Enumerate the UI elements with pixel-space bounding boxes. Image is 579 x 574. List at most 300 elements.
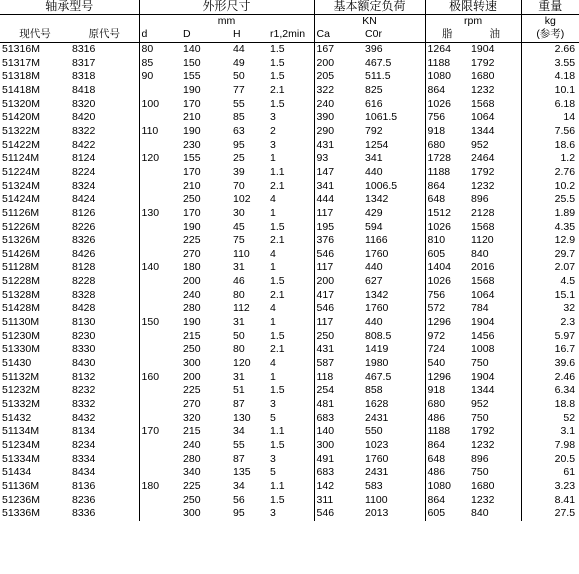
cell-C0r: 550 xyxy=(363,425,425,439)
cell-D: 190 xyxy=(183,124,201,137)
cell-weight: 25.5 xyxy=(554,193,576,206)
cell-grease: 864 xyxy=(427,439,446,451)
cell-weight: 39.6 xyxy=(554,357,576,370)
cell-r: 1.5 xyxy=(268,494,314,508)
cell-D: 180 xyxy=(183,261,201,274)
cell-current-code: 51326M xyxy=(2,234,40,247)
table-row xyxy=(0,275,579,289)
cell-old-code: 8136 xyxy=(70,480,139,494)
cell-H: 31 xyxy=(233,370,245,383)
cell-r: 3 xyxy=(268,139,314,153)
table-row xyxy=(0,98,579,112)
cell-C0r: 808.5 xyxy=(363,330,425,344)
cell-Ca: 683 xyxy=(316,411,335,424)
cell-old-code: 8330 xyxy=(70,343,139,357)
cell-r: 4 xyxy=(268,302,314,316)
cell-current-code: 51132M xyxy=(2,370,40,383)
cell-C0r: 1254 xyxy=(363,139,425,153)
cell-C0r: 1061.5 xyxy=(363,111,425,125)
cell-C0r: 1342 xyxy=(363,289,425,303)
header-dimensions: 外形尺寸 xyxy=(139,0,314,14)
cell-current-code: 51426M xyxy=(2,247,40,260)
cell-D: 210 xyxy=(183,111,201,124)
cell-old-code: 8132 xyxy=(70,371,139,385)
cell-d xyxy=(139,398,181,412)
cell-D: 240 xyxy=(183,439,201,451)
table-row xyxy=(0,125,579,139)
cell-Ca: 444 xyxy=(316,193,335,206)
cell-H: 85 xyxy=(233,111,245,124)
cell-Ca: 587 xyxy=(316,357,335,370)
cell-old-code: 8432 xyxy=(70,412,139,426)
col-oil: 油 xyxy=(469,28,521,42)
cell-H: 34 xyxy=(233,479,245,492)
cell-r: 3 xyxy=(268,398,314,412)
col-C0r: C0r xyxy=(363,28,425,42)
cell-weight: 2.66 xyxy=(554,42,576,55)
cell-current-code: 51226M xyxy=(2,220,40,233)
cell-oil: 2464 xyxy=(469,152,521,166)
cell-d xyxy=(139,166,181,180)
cell-oil: 1064 xyxy=(469,289,521,303)
cell-D: 190 xyxy=(183,83,201,96)
cell-Ca: 118 xyxy=(316,370,334,383)
cell-D: 210 xyxy=(183,179,201,192)
cell-oil: 1008 xyxy=(469,343,521,357)
table-row xyxy=(0,248,579,262)
cell-r: 1.5 xyxy=(268,384,314,398)
cell-oil: 1904 xyxy=(469,42,521,56)
cell-grease: 486 xyxy=(427,466,446,479)
cell-d: 170 xyxy=(141,425,160,438)
cell-H: 75 xyxy=(233,234,245,247)
cell-old-code: 8236 xyxy=(70,494,139,508)
cell-D: 170 xyxy=(183,97,201,110)
cell-d: 180 xyxy=(141,479,160,492)
table-row xyxy=(0,221,579,235)
cell-weight: 7.98 xyxy=(554,439,576,451)
cell-weight: 12.9 xyxy=(554,234,576,247)
cell-oil: 1344 xyxy=(469,384,521,398)
cell-C0r: 396 xyxy=(363,42,425,56)
cell-current-code: 51422M xyxy=(2,138,40,151)
cell-D: 230 xyxy=(183,138,201,151)
cell-old-code: 8318 xyxy=(70,70,139,84)
cell-oil: 2016 xyxy=(469,261,521,275)
table-row xyxy=(0,234,579,248)
cell-oil: 1232 xyxy=(469,439,521,453)
table-row xyxy=(0,466,579,480)
cell-C0r: 1628 xyxy=(363,398,425,412)
cell-H: 77 xyxy=(233,83,245,96)
cell-Ca: 200 xyxy=(316,275,335,288)
cell-weight: 20.5 xyxy=(554,452,576,465)
cell-r: 1 xyxy=(268,371,314,385)
cell-oil: 840 xyxy=(469,507,521,521)
cell-weight: 3.23 xyxy=(554,479,576,492)
table-row xyxy=(0,343,579,357)
cell-Ca: 117 xyxy=(316,261,334,274)
cell-d xyxy=(139,466,181,480)
cell-oil: 750 xyxy=(469,466,521,480)
cell-current-code: 51332M xyxy=(2,398,40,411)
cell-d: 80 xyxy=(141,42,154,55)
cell-grease: 1404 xyxy=(427,261,451,274)
cell-current-code: 51316M xyxy=(2,42,40,55)
table-row xyxy=(0,330,579,344)
cell-grease: 1026 xyxy=(427,97,451,110)
cell-current-code: 51418M xyxy=(2,83,40,96)
table-row xyxy=(0,384,579,398)
cell-C0r: 583 xyxy=(363,480,425,494)
cell-H: 25 xyxy=(233,152,245,165)
cell-current-code: 51428M xyxy=(2,302,40,315)
cell-current-code: 51130M xyxy=(2,316,40,329)
table-row xyxy=(0,357,579,371)
cell-r: 1.5 xyxy=(268,330,314,344)
cell-grease: 486 xyxy=(427,411,446,424)
cell-grease: 972 xyxy=(427,329,446,342)
table-row xyxy=(0,261,579,275)
cell-H: 46 xyxy=(233,275,245,288)
cell-r: 1.5 xyxy=(268,275,314,289)
cell-r: 1.1 xyxy=(268,480,314,494)
cell-weight: 2.76 xyxy=(554,165,576,178)
cell-H: 31 xyxy=(233,316,245,329)
cell-weight: 10.2 xyxy=(554,179,576,192)
cell-D: 270 xyxy=(183,398,201,411)
header-bearing-model: 轴承型号 xyxy=(0,0,139,14)
cell-grease: 572 xyxy=(427,302,446,315)
cell-C0r: 2013 xyxy=(363,507,425,521)
cell-weight: 15.1 xyxy=(554,288,576,301)
cell-C0r: 627 xyxy=(363,275,425,289)
cell-current-code: 51320M xyxy=(2,97,40,110)
cell-d: 110 xyxy=(141,124,159,137)
table-row xyxy=(0,111,579,125)
cell-r: 1 xyxy=(268,152,314,166)
table-row xyxy=(0,371,579,385)
cell-r: 1.1 xyxy=(268,425,314,439)
cell-oil: 952 xyxy=(469,139,521,153)
cell-d xyxy=(139,139,181,153)
cell-current-code: 51236M xyxy=(2,493,40,506)
cell-grease: 1188 xyxy=(427,425,451,438)
cell-C0r: 467.5 xyxy=(363,57,425,71)
cell-weight: 5.97 xyxy=(554,329,576,342)
cell-D: 140 xyxy=(183,42,201,55)
cell-current-code: 51430 xyxy=(2,357,32,370)
cell-current-code: 51324M xyxy=(2,179,40,192)
cell-C0r: 825 xyxy=(363,84,425,98)
header-speed-limit: 极限转速 xyxy=(425,0,521,14)
cell-H: 45 xyxy=(233,220,245,233)
cell-current-code: 51224M xyxy=(2,165,40,178)
col-r: r1,2min xyxy=(268,28,314,42)
table-row xyxy=(0,84,579,98)
cell-current-code: 51234M xyxy=(2,439,40,451)
header-load-rating: 基本额定负荷 xyxy=(314,0,425,14)
table-row xyxy=(0,193,579,207)
cell-Ca: 431 xyxy=(316,138,335,151)
cell-old-code: 8420 xyxy=(70,111,139,125)
cell-r: 2.1 xyxy=(268,180,314,194)
cell-d xyxy=(139,180,181,194)
cell-r: 2 xyxy=(268,125,314,139)
table-row xyxy=(0,453,579,467)
col-D: D xyxy=(183,28,191,41)
cell-weight: 6.18 xyxy=(554,97,576,110)
unit-load-rating: KN xyxy=(314,14,425,28)
cell-r: 4 xyxy=(268,193,314,207)
cell-r: 2.1 xyxy=(268,343,314,357)
cell-H: 80 xyxy=(233,343,245,356)
cell-C0r: 440 xyxy=(363,261,425,275)
cell-current-code: 51136M xyxy=(2,479,40,492)
cell-weight: 7.56 xyxy=(554,124,576,137)
table-row xyxy=(0,139,579,153)
header-weight: 重量 xyxy=(538,0,563,13)
cell-weight: 1.89 xyxy=(554,206,576,219)
cell-oil: 952 xyxy=(469,398,521,412)
cell-H: 50 xyxy=(233,70,245,83)
cell-old-code: 8134 xyxy=(70,425,139,439)
cell-D: 250 xyxy=(183,493,201,506)
cell-d xyxy=(139,234,181,248)
cell-D: 155 xyxy=(183,152,201,165)
table-row xyxy=(0,412,579,426)
cell-old-code: 8224 xyxy=(70,166,139,180)
cell-D: 280 xyxy=(183,302,201,315)
table-row xyxy=(0,316,579,330)
cell-weight: 6.34 xyxy=(554,384,576,397)
cell-D: 250 xyxy=(183,343,201,356)
cell-d xyxy=(139,111,181,125)
cell-weight: 10.1 xyxy=(554,83,576,96)
cell-old-code: 8322 xyxy=(70,125,139,139)
cell-Ca: 147 xyxy=(316,165,335,178)
cell-r: 4 xyxy=(268,357,314,371)
cell-Ca: 240 xyxy=(316,97,335,110)
col-current-code: 现代号 xyxy=(19,28,51,41)
cell-weight: 52 xyxy=(563,411,576,424)
cell-old-code: 8430 xyxy=(70,357,139,371)
table-row xyxy=(0,507,579,521)
cell-old-code: 8334 xyxy=(70,453,139,467)
cell-Ca: 683 xyxy=(316,466,335,479)
cell-oil: 1792 xyxy=(469,425,521,439)
cell-d xyxy=(139,248,181,262)
cell-Ca: 390 xyxy=(316,111,335,124)
cell-oil: 1792 xyxy=(469,166,521,180)
cell-Ca: 417 xyxy=(316,288,335,301)
cell-Ca: 546 xyxy=(316,507,335,520)
cell-oil: 1568 xyxy=(469,275,521,289)
cell-D: 225 xyxy=(183,234,201,247)
cell-C0r: 858 xyxy=(363,384,425,398)
cell-oil: 840 xyxy=(469,248,521,262)
cell-current-code: 51432 xyxy=(2,411,32,424)
table-row xyxy=(0,302,579,316)
table-row xyxy=(0,398,579,412)
cell-grease: 1080 xyxy=(427,479,451,492)
cell-Ca: 376 xyxy=(316,234,335,247)
cell-grease: 680 xyxy=(427,398,446,411)
cell-H: 56 xyxy=(233,493,245,506)
cell-grease: 1026 xyxy=(427,275,451,288)
cell-grease: 724 xyxy=(427,343,446,356)
cell-grease: 1080 xyxy=(427,70,451,83)
cell-weight: 14 xyxy=(563,111,576,124)
cell-weight: 2.07 xyxy=(554,261,576,274)
cell-grease: 1512 xyxy=(427,206,451,219)
cell-Ca: 290 xyxy=(316,124,335,137)
cell-Ca: 341 xyxy=(316,179,335,192)
cell-grease: 918 xyxy=(427,124,446,137)
cell-C0r: 467.5 xyxy=(363,371,425,385)
cell-oil: 1680 xyxy=(469,480,521,494)
cell-old-code: 8428 xyxy=(70,302,139,316)
cell-r: 2.1 xyxy=(268,289,314,303)
cell-Ca: 167 xyxy=(316,42,335,55)
cell-oil: 896 xyxy=(469,453,521,467)
cell-current-code: 51124M xyxy=(2,152,40,165)
cell-C0r: 1342 xyxy=(363,193,425,207)
cell-old-code: 8226 xyxy=(70,221,139,235)
cell-grease: 864 xyxy=(427,83,446,96)
cell-D: 300 xyxy=(183,507,201,520)
cell-C0r: 1980 xyxy=(363,357,425,371)
cell-d: 90 xyxy=(141,70,154,83)
cell-H: 30 xyxy=(233,206,245,219)
table-row xyxy=(0,207,579,221)
cell-old-code: 8228 xyxy=(70,275,139,289)
cell-r: 1 xyxy=(268,316,314,330)
cell-d: 140 xyxy=(141,261,160,274)
cell-D: 280 xyxy=(183,452,201,465)
col-old-code: 原代号 xyxy=(70,28,139,42)
cell-H: 135 xyxy=(233,466,251,479)
cell-oil: 1792 xyxy=(469,57,521,71)
cell-d xyxy=(139,412,181,426)
cell-H: 110 xyxy=(233,247,250,260)
cell-H: 39 xyxy=(233,165,245,178)
cell-D: 340 xyxy=(183,466,201,479)
cell-C0r: 1006.5 xyxy=(363,180,425,194)
cell-weight: 18.8 xyxy=(554,398,576,411)
cell-grease: 540 xyxy=(427,357,446,370)
cell-grease: 1296 xyxy=(427,316,451,329)
cell-grease: 1188 xyxy=(427,165,451,178)
cell-old-code: 8328 xyxy=(70,289,139,303)
cell-C0r: 440 xyxy=(363,316,425,330)
cell-current-code: 51128M xyxy=(2,261,40,274)
cell-H: 70 xyxy=(233,179,245,192)
cell-weight: 61 xyxy=(563,466,576,479)
cell-current-code: 51322M xyxy=(2,124,40,137)
cell-C0r: 2431 xyxy=(363,466,425,480)
cell-C0r: 1023 xyxy=(363,439,425,453)
cell-grease: 1264 xyxy=(427,42,451,55)
cell-grease: 648 xyxy=(427,193,446,206)
cell-oil: 1904 xyxy=(469,371,521,385)
cell-C0r: 792 xyxy=(363,125,425,139)
cell-d xyxy=(139,221,181,235)
cell-r: 2.1 xyxy=(268,84,314,98)
cell-oil: 2128 xyxy=(469,207,521,221)
cell-r: 3 xyxy=(268,507,314,521)
cell-oil: 1568 xyxy=(469,98,521,112)
cell-grease: 605 xyxy=(427,507,446,520)
cell-d xyxy=(139,302,181,316)
cell-Ca: 546 xyxy=(316,247,335,260)
col-weight-ref: (参考) xyxy=(536,28,565,41)
cell-d xyxy=(139,507,181,521)
cell-d xyxy=(139,330,181,344)
cell-d xyxy=(139,453,181,467)
cell-grease: 864 xyxy=(427,179,446,192)
table-row xyxy=(0,494,579,508)
cell-d xyxy=(139,343,181,357)
cell-r: 1.5 xyxy=(268,439,314,453)
cell-r: 1.5 xyxy=(268,70,314,84)
cell-Ca: 431 xyxy=(316,343,335,356)
cell-weight: 2.3 xyxy=(560,316,576,329)
cell-Ca: 117 xyxy=(316,206,334,219)
cell-H: 49 xyxy=(233,56,245,69)
cell-current-code: 51318M xyxy=(2,70,40,83)
cell-old-code: 8316 xyxy=(70,42,139,56)
cell-C0r: 594 xyxy=(363,221,425,235)
cell-H: 87 xyxy=(233,452,245,465)
cell-weight: 16.7 xyxy=(554,343,576,356)
cell-Ca: 117 xyxy=(316,316,334,329)
cell-old-code: 8326 xyxy=(70,234,139,248)
cell-H: 44 xyxy=(233,42,245,55)
cell-r: 3 xyxy=(268,453,314,467)
cell-r: 1.1 xyxy=(268,166,314,180)
cell-weight: 1.2 xyxy=(560,152,576,165)
cell-old-code: 8426 xyxy=(70,248,139,262)
cell-grease: 756 xyxy=(427,111,446,124)
cell-r: 5 xyxy=(268,412,314,426)
cell-grease: 810 xyxy=(427,234,446,247)
cell-D: 240 xyxy=(183,288,201,301)
header-spacer xyxy=(0,14,139,28)
col-d: d xyxy=(141,28,148,41)
cell-oil: 1456 xyxy=(469,330,521,344)
cell-Ca: 250 xyxy=(316,329,335,342)
cell-H: 50 xyxy=(233,329,245,342)
col-Ca: Ca xyxy=(316,28,330,41)
cell-oil: 896 xyxy=(469,193,521,207)
table-row xyxy=(0,425,579,439)
cell-D: 320 xyxy=(183,411,201,424)
cell-current-code: 51424M xyxy=(2,193,40,206)
cell-Ca: 254 xyxy=(316,384,335,397)
cell-weight: 8.41 xyxy=(554,493,576,506)
cell-D: 300 xyxy=(183,357,201,370)
cell-D: 200 xyxy=(183,275,201,288)
cell-current-code: 51228M xyxy=(2,275,40,288)
cell-H: 102 xyxy=(233,193,251,206)
table-row xyxy=(0,439,579,453)
col-grease: 脂 xyxy=(442,28,453,41)
cell-oil: 1680 xyxy=(469,70,521,84)
unit-speed-limit: rpm xyxy=(425,14,521,28)
cell-r: 1.5 xyxy=(268,98,314,112)
cell-Ca: 300 xyxy=(316,439,335,451)
